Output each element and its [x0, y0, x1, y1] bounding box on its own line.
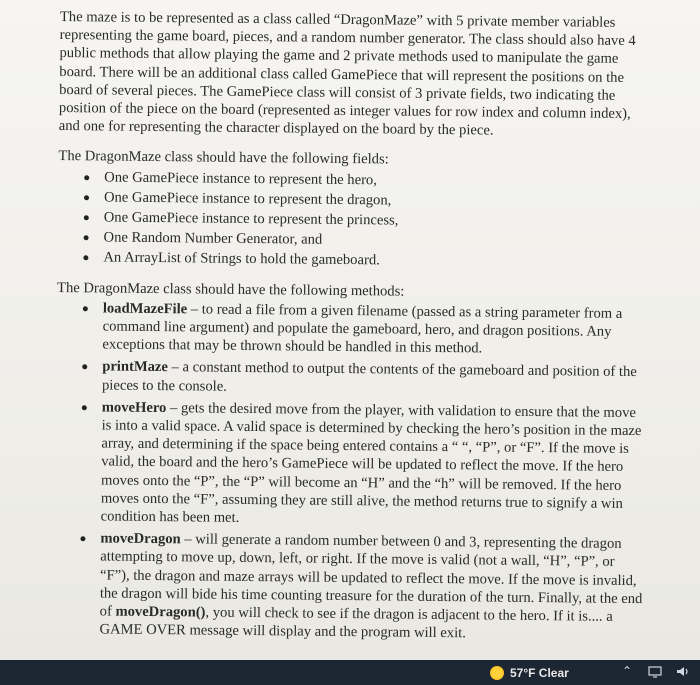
weather-sun-icon	[490, 666, 504, 680]
list-item: One GamePiece instance to represent the princess,	[58, 208, 648, 232]
weather-text: 57°F Clear	[510, 665, 569, 680]
network-icon[interactable]	[648, 665, 662, 678]
fields-list	[57, 168, 648, 273]
list-item: One GamePiece instance to represent the dragon,	[58, 188, 648, 212]
method-name: moveHero	[101, 399, 167, 416]
method-name: moveDragon	[100, 530, 181, 548]
list-item: One Random Number Generator, and	[58, 228, 648, 252]
chevron-up-icon[interactable]: ⌃	[621, 664, 633, 678]
weather-widget[interactable]	[490, 662, 569, 683]
taskbar	[0, 660, 700, 685]
fields-heading: The DragonMaze class should have the following fields:	[58, 148, 389, 168]
method-description: – a constant method to output the contents of the gameboard and position of the pieces to the console.	[101, 359, 637, 395]
methods-list	[53, 299, 647, 645]
list-item	[55, 398, 646, 532]
method-name: printMaze	[102, 358, 168, 376]
intro-paragraph: The maze is to be represented as a class called “DragonMaze” with 5 private member variables representing the game board, pieces, and a random number generator. The class should also have 4 public methods that allow playing the game and 2 private methods used to manipulate the game board. There will be an additional class called GamePiece that will represent the positions on the board of several pieces. The GamePiece class will consist of 3 private fields, two indicating the position of the piece on the board (represented as integer values for row index and column index), and one for representing the character displayed on the board by the piece.	[58, 8, 636, 139]
method-description: – gets the desired move from the player, with validation to ensure that the move is into a valid space. A valid space is determined by checking the hero’s position in the maze array, and determining if the space being entered contains a “ “, “P”, or “F”. If the move is valid, the board and the hero’s GamePiece will be updated to reflect the move. If the hero moves onto the “P”, the “P” will become an “H” and the “h” will be removed. If the hero moves onto the “F”, assuming they are still alive, the method returns true to signify a win condition has been met.	[100, 399, 642, 526]
list-item	[56, 299, 647, 360]
list-item: An ArrayList of Strings to hold the gameboard.	[57, 248, 647, 272]
volume-icon[interactable]	[676, 665, 690, 678]
method-description: , you will check to see if the dragon is adjacent to the hero. If it is.... a GAME OVER message will display and the program will exit.	[99, 604, 613, 642]
method-description: – will generate a random number between 0 and 3, representing the dragon attempting to move up, down, left, or right. If the move is valid (not a wall, “H”, “P”, or “F”), the dragon and maze arrays will be updated to reflect the move. If the move is invalid, the dragon will bide his time counting treasure for the duration of the turn. Finally, at the end of	[99, 531, 643, 620]
list-item: One GamePiece instance to represent the hero,	[58, 168, 648, 192]
method-name: loadMazeFile	[102, 300, 188, 318]
methods-heading: The DragonMaze class should have the following methods:	[56, 279, 405, 300]
list-item	[56, 357, 646, 400]
method-description: – to read a file from a given filename (passed as a string parameter from a command line argument) and populate the gameboard, hero, and dragon positions. Any exceptions that may be thrown should be handled in this method.	[102, 301, 623, 357]
document-text	[53, 8, 650, 657]
method-name-inline: moveDragon()	[115, 603, 206, 621]
list-item	[53, 529, 644, 644]
